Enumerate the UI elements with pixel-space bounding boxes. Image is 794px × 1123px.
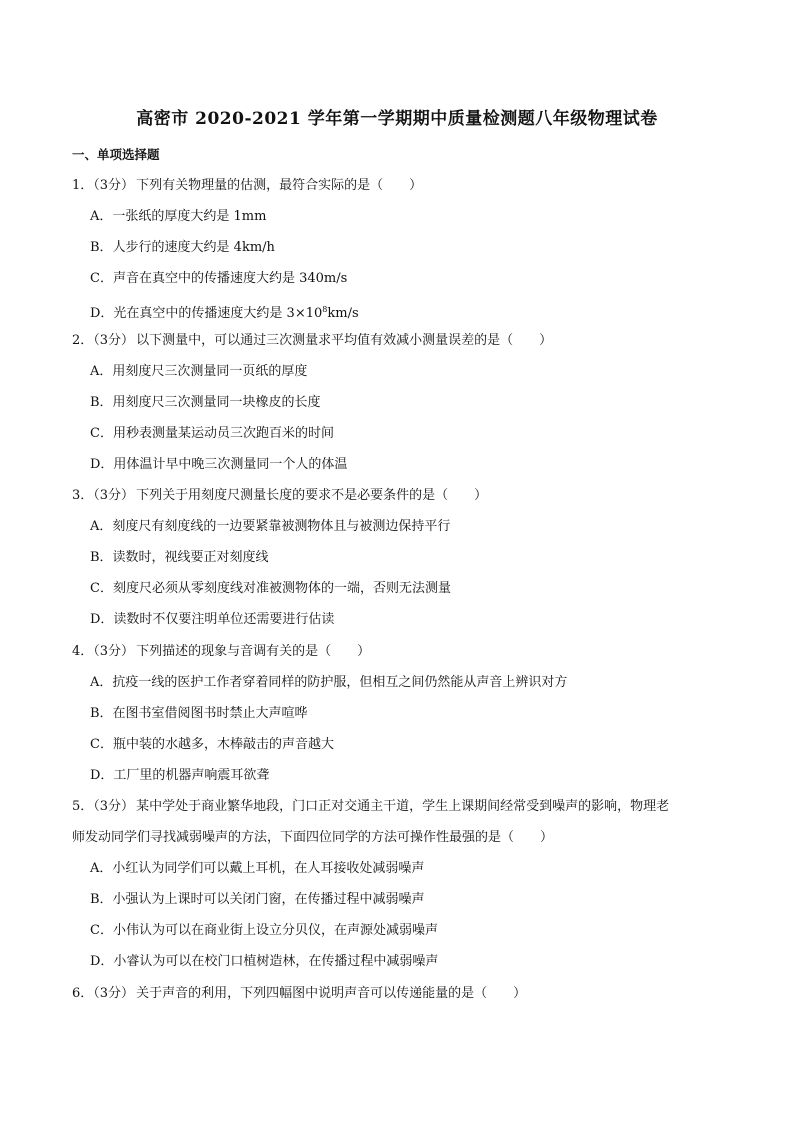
question-score: （3分） xyxy=(93,799,135,814)
question-3-option-b: B．读数时，视线要正对刻度线 xyxy=(90,550,269,565)
question-number: 1． xyxy=(72,178,94,193)
question-2-stem xyxy=(72,332,552,350)
question-text: 下列关于用刻度尺测量长度的要求不是必要条件的是（ ） xyxy=(136,488,488,503)
question-1-option-a: A．一张纸的厚度大约是 1mm xyxy=(90,209,267,224)
option-unit: km/s xyxy=(327,306,359,321)
question-2-option-c: C．用秒表测量某运动员三次跑百米的时间 xyxy=(90,426,334,441)
document-title: 高密市 2020-2021 学年第一学期期中质量检测题八年级物理试卷 xyxy=(136,109,658,129)
question-2-option-d: D．用体温计早中晚三次测量同一个人的体温 xyxy=(90,457,348,472)
question-1-option-c: C．声音在真空中的传播速度大约是 340m/s xyxy=(90,271,348,286)
option-text: D．光在真空中的传播速度大约是 3×10 xyxy=(90,306,323,321)
question-1-option-b: B．人步行的速度大约是 4km/h xyxy=(90,240,275,255)
question-4-option-b: B．在图书室借阅图书时禁止大声喧哗 xyxy=(90,706,308,721)
section-heading: 一、单项选择题 xyxy=(72,147,160,162)
question-score: （3分） xyxy=(93,644,135,659)
question-5-stem-continued: 师发动同学们寻找减弱噪声的方法，下面四位同学的方法可操作性最强的是（ ） xyxy=(72,830,554,845)
question-2-option-b: B．用刻度尺三次测量同一块橡皮的长度 xyxy=(90,395,321,410)
question-text: 关于声音的利用，下列四幅图中说明声音可以传递能量的是（ ） xyxy=(136,986,527,1001)
question-number: 3． xyxy=(72,488,94,503)
exponent: 8 xyxy=(322,305,328,314)
question-score: （3分） xyxy=(93,986,135,1001)
question-5-option-c: C．小伟认为可以在商业街上设立分贝仪，在声源处减弱噪声 xyxy=(90,923,438,938)
question-score: （3分） xyxy=(93,178,135,193)
question-text: 某中学处于商业繁华地段，门口正对交通主干道，学生上课期间经常受到噪声的影响，物理老 xyxy=(136,799,670,814)
question-number: 6． xyxy=(72,986,94,1001)
question-4-stem xyxy=(72,643,370,661)
question-4-option-d: D．工厂里的机器声响震耳欲聋 xyxy=(90,768,270,783)
question-3-option-a: A．刻度尺有刻度线的一边要紧靠被测物体且与被测边保持平行 xyxy=(90,519,451,534)
question-5-option-b: B．小强认为上课时可以关闭门窗，在传播过程中减弱噪声 xyxy=(90,892,425,907)
question-6-stem xyxy=(72,985,526,1003)
question-4-option-a: A．抗疫一线的医护工作者穿着同样的防护服，但相互之间仍然能从声音上辨识对方 xyxy=(90,675,568,690)
question-number: 5． xyxy=(72,799,94,814)
question-2-option-a: A．用刻度尺三次测量同一页纸的厚度 xyxy=(90,364,308,379)
question-number: 2． xyxy=(72,333,94,348)
question-4-option-c: C．瓶中装的水越多，木棒敲击的声音越大 xyxy=(90,737,334,752)
question-3-option-c: C．刻度尺必须从零刻度线对准被测物体的一端，否则无法测量 xyxy=(90,581,451,596)
question-score: （3分） xyxy=(93,488,135,503)
question-5-option-d: D．小睿认为可以在校门口植树造林，在传播过程中减弱噪声 xyxy=(90,954,439,969)
question-3-option-d: D．读数时不仅要注明单位还需要进行估读 xyxy=(90,612,335,627)
question-text: 下列有关物理量的估测，最符合实际的是（ ） xyxy=(136,178,423,193)
question-score: （3分） xyxy=(93,333,135,348)
question-text: 下列描述的现象与音调有关的是（ ） xyxy=(136,644,371,659)
question-text: 以下测量中，可以通过三次测量求平均值有效减小测量误差的是（ ） xyxy=(136,333,553,348)
question-number: 4． xyxy=(72,644,94,659)
question-1-stem xyxy=(72,177,422,195)
question-5-stem xyxy=(72,798,669,816)
question-5-option-a: A．小红认为同学们可以戴上耳机，在人耳接收处减弱噪声 xyxy=(90,861,425,876)
question-3-stem xyxy=(72,487,487,505)
question-1-option-d xyxy=(90,301,359,323)
